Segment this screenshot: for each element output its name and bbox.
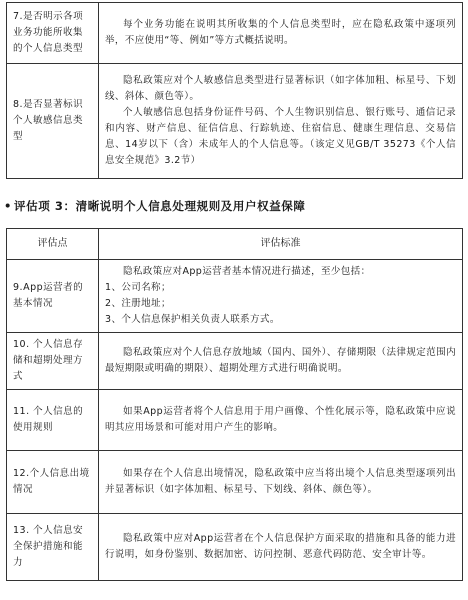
section-heading-text: 评估项 3：清晰说明个人信息处理规则及用户权益保障 xyxy=(14,199,306,213)
evaluation-point-cell: 12.个人信息出境情况 xyxy=(7,451,99,514)
standard-text: 个人敏感信息包括身份证件号码、个人生物识别信息、银行账号、通信记录和内容、财产信息、征信信息、行踪轨迹、住宿信息、健康生理信息、交易信息、14岁以下（含）未成年人的个人信息等。（该定义见GB/T 35273《个人信息安全规范》3.2节） xyxy=(105,107,456,166)
standard-text: 隐私政策中应对App运营者在个人信息保护方面采取的措施和具备的能力进行说明，如身份鉴别、数据加密、访问控制、恶意代码防范、安全审计等。 xyxy=(105,533,456,560)
table-row xyxy=(7,390,463,451)
evaluation-point-cell: 13. 个人信息安全保护措施和能力 xyxy=(7,514,99,581)
section-heading xyxy=(4,198,306,214)
table-row xyxy=(7,514,463,581)
evaluation-point-cell: 10. 个人信息存储和超期处理方式 xyxy=(7,333,99,390)
table-row xyxy=(7,64,463,179)
table-row xyxy=(7,260,463,333)
table-row xyxy=(7,451,463,514)
evaluation-standard-cell xyxy=(99,3,463,64)
standard-list-item: 3、个人信息保护相关负责人联系方式。 xyxy=(105,314,280,325)
table-row xyxy=(7,333,463,390)
standard-text: 隐私政策应对个人敏感信息类型进行显著标识（如字体加粗、标星号、下划线、斜体、颜色等）。 xyxy=(105,75,456,102)
bullet-icon: • xyxy=(4,199,12,213)
evaluation-point-cell: 9.App运营者的基本情况 xyxy=(7,260,99,333)
column-header-evaluation-standard: 评估标准 xyxy=(99,229,463,260)
evaluation-standard-cell xyxy=(99,390,463,451)
evaluation-standard-cell xyxy=(99,64,463,179)
evaluation-point-cell: 8.是否显著标识个人敏感信息类型 xyxy=(7,64,99,179)
standard-text: 如果App运营者将个人信息用于用户画像、个性化展示等，隐私政策中应说明其应用场景和可能对用户产生的影响。 xyxy=(105,406,456,433)
standard-text: 每个业务功能在说明其所收集的个人信息类型时，应在隐私政策中逐项列举，不应使用“等、例如”等方式概括说明。 xyxy=(105,19,456,46)
table-header-row xyxy=(7,229,463,260)
standard-text: 如果存在个人信息出境情况，隐私政策中应当将出境个人信息类型逐项列出并显著标识（如字体加粗、标星号、下划线、斜体、颜色等）。 xyxy=(105,468,456,495)
criteria-table-part1 xyxy=(6,2,463,179)
evaluation-standard-cell xyxy=(99,333,463,390)
standard-list-item: 2、注册地址； xyxy=(105,298,171,309)
evaluation-standard-cell xyxy=(99,260,463,333)
standard-list-item: 1、公司名称； xyxy=(105,282,171,293)
evaluation-point-cell: 7.是否明示各项业务功能所收集的个人信息类型 xyxy=(7,3,99,64)
evaluation-standard-cell xyxy=(99,451,463,514)
table-row xyxy=(7,3,463,64)
column-header-evaluation-point: 评估点 xyxy=(7,229,99,260)
standard-text: 隐私政策应对App运营者基本情况进行描述，至少包括： xyxy=(123,266,371,277)
evaluation-standard-cell xyxy=(99,514,463,581)
criteria-table-part2 xyxy=(6,228,463,581)
evaluation-point-cell: 11. 个人信息的使用规则 xyxy=(7,390,99,451)
standard-text: 隐私政策应对个人信息存放地域（国内、国外）、存储期限（法律规定范围内最短期限或明确的期限）、超期处理方式进行明确说明。 xyxy=(105,347,456,374)
